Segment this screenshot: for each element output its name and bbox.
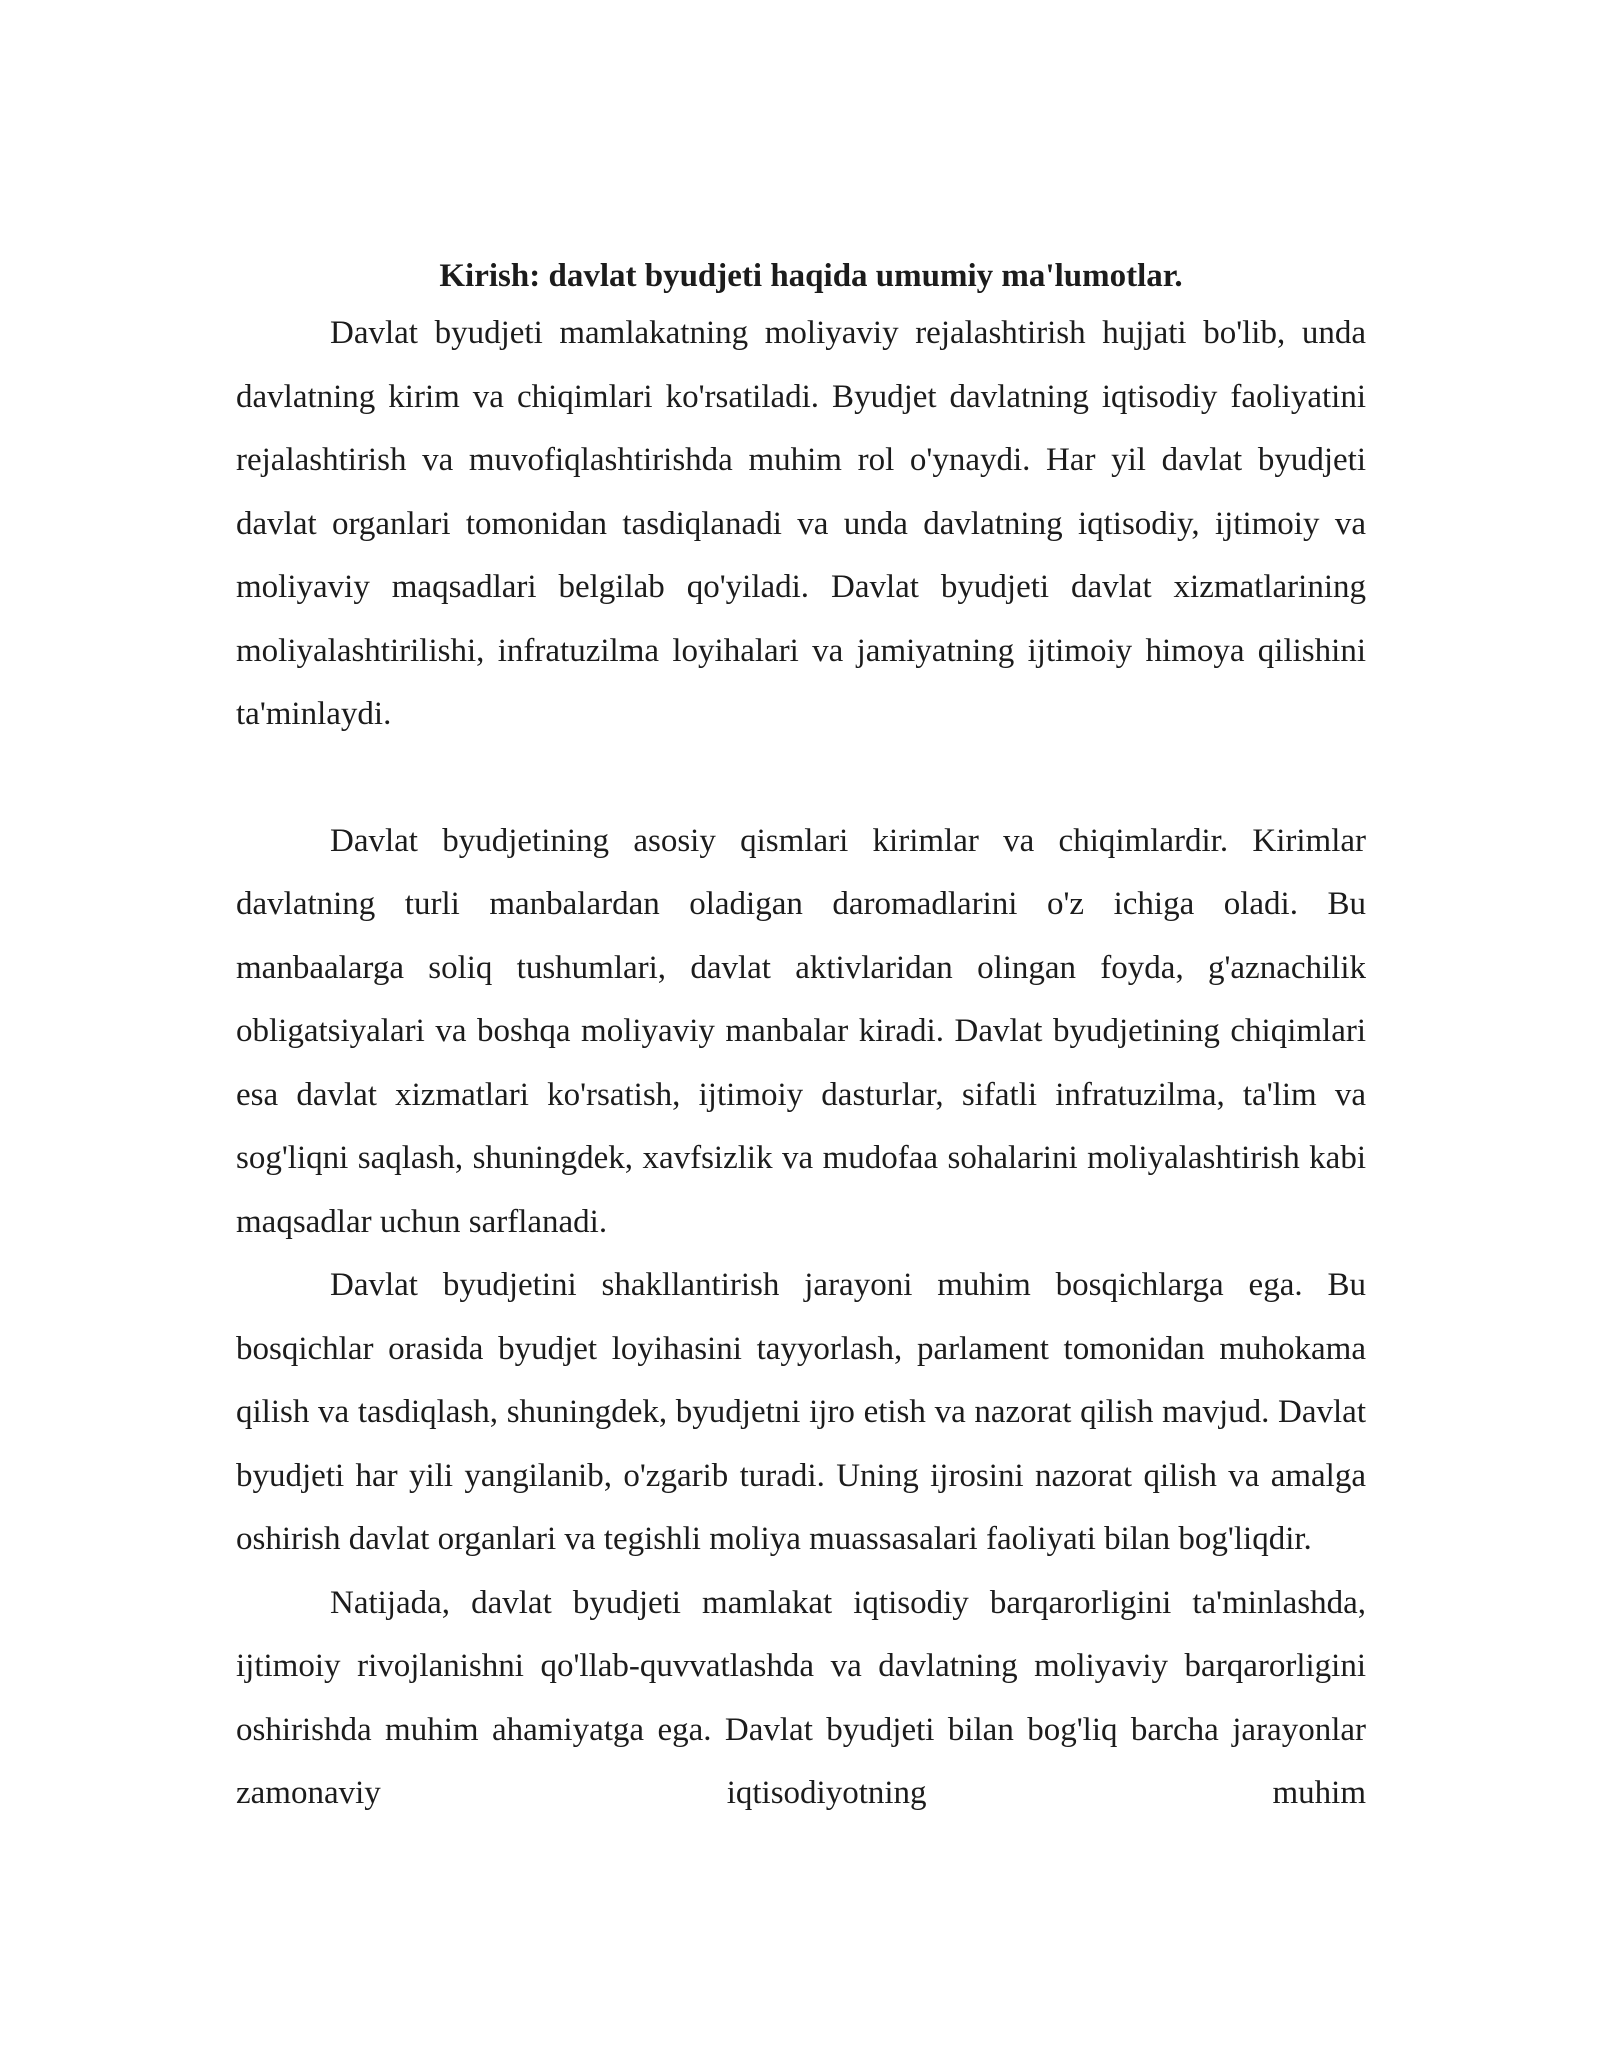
paragraph-budget-formation: Davlat byudjetini shakllantirish jarayoni muhim bosqichlarga ega. Bu bosqichlar orasida byudjet loyihasini tayyorlash, parlament tomonidan muhokama qilish va tasdiqlash, shuningdek, byudjetni ijro etish va nazorat qilish mavjud. Davlat byudjeti har yili yangilanib, o'zgarib turadi. Uning ijrosini nazorat qilish va amalga oshirish davlat organlari va tegishli moliya muassasalari faoliyati bilan bog'liqdir. (236, 1267, 1366, 1557)
document-body (236, 250, 1366, 1826)
document-heading: Kirish: davlat byudjeti haqida umumiy ma'lumotlar. (439, 258, 1183, 294)
paragraph-budget-parts: Davlat byudjetining asosiy qismlari kirimlar va chiqimlardir. Kirimlar davlatning turli manbalardan oladigan daromadlarini o'z ichiga oladi. Bu manbaalarga soliq tushumlari, davlat aktivlaridan olingan foyda, g'aznachilik obligatsiyalari va boshqa moliyaviy manbalar kiradi. Davlat byudjetining chiqimlari esa davlat xizmatlari ko'rsatish, ijtimoiy dasturlar, sifatli infratuzilma, ta'lim va sog'liqni saqlash, shuningdek, xavfsizlik va mudofaa sohalarini moliyalashtirish kabi maqsadlar uchun sarflanadi. (236, 822, 1366, 1240)
paragraph-intro: Davlat byudjeti mamlakatning moliyaviy rejalashtirish hujjati bo'lib, unda davlatning kirim va chiqimlari ko'rsatiladi. Byudjet davlatning iqtisodiy faoliyatini rejalashtirish va muvofiqlashtirishda muhim rol o'ynaydi. Har yil davlat byudjeti davlat organlari tomonidan tasdiqlanadi va unda davlatning iqtisodiy, ijtimoiy va moliyaviy maqsadlari belgilab qo'yiladi. Davlat byudjeti davlat xizmatlarining moliyalashtirilishi, infratuzilma loyihalari va jamiyatning ijtimoiy himoya qilishini ta'minlaydi. (236, 315, 1366, 732)
paragraph-conclusion: Natijada, davlat byudjeti mamlakat iqtisodiy barqarorligini ta'minlashda, ijtimoiy rivojlanishni qo'llab-quvvatlashda va davlatning moliyaviy barqarorligini oshirishda muhim ahamiyatga ega. Davlat byudjeti bilan bog'liq barcha jarayonlar zamonaviy iqtisodiyotning muhim (236, 1584, 1366, 1811)
